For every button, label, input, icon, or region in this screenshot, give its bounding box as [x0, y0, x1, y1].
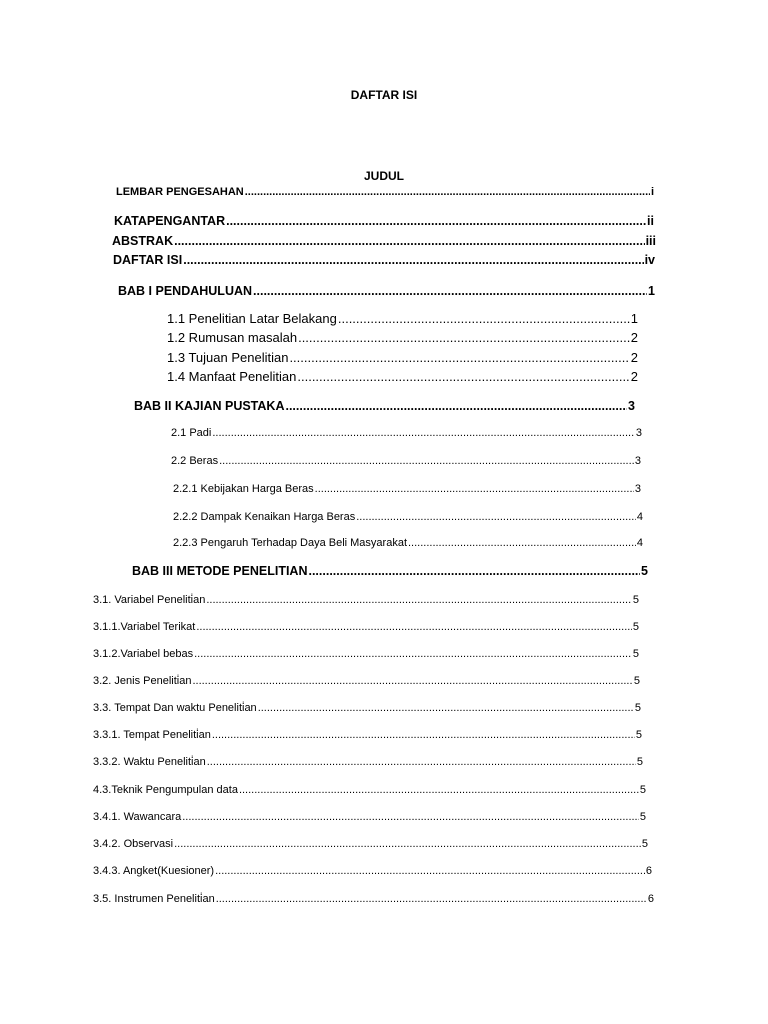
toc-entry-label: BAB I PENDAHULUAN: [118, 284, 253, 298]
toc-entry-page: 5: [639, 811, 646, 823]
toc-entry-label: 1.4 Manfaat Penelitian: [167, 369, 297, 384]
page-title: DAFTAR ISI: [350, 88, 418, 102]
toc-leader-dots: [212, 425, 635, 441]
toc-entry: [93, 836, 648, 852]
toc-entry-page: 5: [634, 702, 641, 714]
toc-entry-label: 1.1 Penelitian Latar Belakang: [167, 311, 337, 326]
toc-entry: [112, 233, 656, 249]
toc-entry-label: 3.3.1. Tempat Peneliti̇an: [93, 729, 211, 741]
toc-leader-dots: [182, 809, 639, 825]
toc-entry: [116, 184, 654, 200]
toc-entry-page: 5: [641, 838, 648, 850]
toc-entry-label: 2.2.1 Kebijakan Harga Beras: [173, 483, 314, 495]
toc-entry: [132, 563, 648, 579]
toc-leader-dots: [308, 563, 640, 579]
toc-entry: [171, 453, 641, 469]
toc-leader-dots: [315, 481, 634, 497]
toc-entry-page: 5: [633, 675, 640, 687]
toc-entry-page: 5: [636, 756, 643, 768]
toc-entry-label: 1.3 Tujuan Penelitian: [167, 350, 289, 365]
toc-entry: [93, 700, 641, 716]
toc-entry-label: ABSTRAK: [112, 234, 174, 248]
toc-entry-page: 3: [634, 483, 641, 495]
toc-leader-dots: [408, 535, 636, 551]
toc-leader-dots: [215, 863, 645, 879]
toc-entry-label: 3.4.1. Wawancara: [93, 811, 182, 823]
toc-leader-dots: [356, 509, 636, 525]
toc-entry-label: 2.2 Beras: [171, 455, 219, 467]
toc-entry-page: 2: [630, 369, 638, 384]
toc-entry: [167, 369, 638, 385]
toc-entry-page: 6: [645, 865, 652, 877]
toc-entry-label: BAB III METODE PENELITIAN: [132, 564, 308, 578]
toc-entry-page: 1: [648, 284, 655, 298]
toc-leader-dots: [239, 782, 639, 798]
toc-entry: [173, 535, 643, 551]
toc-leader-dots: [194, 646, 632, 662]
toc-leader-dots: [174, 836, 641, 852]
toc-entry: [93, 809, 646, 825]
toc-leader-dots: [297, 369, 629, 385]
toc-entry: [134, 398, 635, 414]
toc-entry: [93, 782, 646, 798]
toc-entry-page: 2: [630, 330, 638, 345]
toc-leader-dots: [298, 330, 630, 346]
toc-entry: [114, 213, 654, 229]
toc-entry-label: 3.5. Instrumen Peneliti̇an: [93, 893, 215, 905]
toc-entry-page: 5: [632, 594, 639, 606]
toc-entry-label: 3.2. Jenis Peneliti̇an: [93, 675, 192, 687]
toc-leader-dots: [289, 350, 629, 366]
toc-entry: [93, 754, 643, 770]
toc-entry-page: 5: [632, 648, 639, 660]
toc-entry-label: 2.1 Padi: [171, 427, 212, 439]
toc-entry-label: 3.3. Tempat Dan waktu Peneliti̇an: [93, 702, 257, 714]
toc-entry: [167, 330, 638, 346]
toc-entry-page: 5: [635, 729, 642, 741]
toc-entry: [93, 891, 654, 907]
toc-entry: [167, 350, 638, 366]
toc-entry-page: 3: [628, 399, 635, 413]
toc-leader-dots: [253, 283, 647, 299]
toc-entry-page: 3: [635, 427, 642, 439]
toc-entry: [93, 673, 640, 689]
toc-entry-page: 3: [634, 455, 641, 467]
toc-leader-dots: [285, 398, 627, 414]
toc-entry: [93, 727, 642, 743]
toc-entry-page: iii: [645, 234, 656, 248]
toc-entry-page: ii: [647, 214, 654, 228]
toc-leader-dots: [258, 700, 634, 716]
toc-entry: [118, 283, 655, 299]
toc-leader-dots: [174, 233, 644, 249]
toc-entry-page: i: [650, 186, 654, 198]
toc-entry-page: 6: [647, 893, 654, 905]
toc-entry-label: 1.2 Rumusan masalah: [167, 330, 298, 345]
toc-entry: [173, 509, 643, 525]
toc-entry-page: 4: [636, 537, 643, 549]
toc-entry-label: 3.1.1.Variabel Terikat: [93, 621, 196, 633]
toc-entry-page: iv: [644, 253, 655, 267]
toc-entry: [113, 252, 655, 268]
toc-entry: [171, 425, 642, 441]
toc-entry-label: BAB II KAJIAN PUSTAKA: [134, 399, 285, 413]
toc-entry: [167, 311, 638, 327]
toc-entry-page: 1: [630, 311, 638, 326]
toc-leader-dots: [219, 453, 634, 469]
toc-entry-label: 3.1.2.Variabel bebas: [93, 648, 194, 660]
judul-heading: JUDUL: [363, 169, 404, 183]
toc-entry-label: 3.3.2. Waktu Peneliti̇an: [93, 756, 206, 768]
toc-entry-label: 2.2.3 Pengaruh Terhadap Daya Beli Masyarakat: [173, 537, 407, 549]
toc-entry: [173, 481, 641, 497]
toc-entry-label: DAFTAR ISI: [113, 253, 183, 267]
toc-entry-page: 5: [632, 621, 639, 633]
toc-leader-dots: [216, 891, 647, 907]
toc-leader-dots: [206, 592, 632, 608]
toc-leader-dots: [196, 619, 632, 635]
toc-entry: [93, 646, 639, 662]
toc-entry-label: 2.2.2 Dampak Kenaikan Harga Beras: [173, 511, 356, 523]
toc-leader-dots: [183, 252, 643, 268]
toc-leader-dots: [212, 727, 635, 743]
toc-leader-dots: [192, 673, 632, 689]
toc-entry-label: KATAPENGANTAR: [114, 214, 226, 228]
toc-entry-label: LEMBAR PENGESAHAN: [116, 186, 244, 198]
toc-entry-label: 3.4.2. Observasi: [93, 838, 174, 850]
toc-entry-page: 5: [639, 784, 646, 796]
toc-entry: [93, 619, 639, 635]
toc-leader-dots: [245, 184, 650, 200]
toc-leader-dots: [338, 311, 630, 327]
toc-leader-dots: [207, 754, 636, 770]
toc-leader-dots: [226, 213, 646, 229]
toc-entry: [93, 863, 652, 879]
toc-entry-label: 3.1. Variabel Peneliti̇an: [93, 594, 206, 606]
toc-entry-label: 3.4.3. Angket(Kuesioner): [93, 865, 215, 877]
toc-entry-label: 4.3.Teknik Pengumpulan data: [93, 784, 238, 796]
toc-entry-page: 2: [630, 350, 638, 365]
toc-entry: [93, 592, 639, 608]
toc-entry-page: 4: [636, 511, 643, 523]
toc-entry-page: 5: [641, 564, 648, 578]
